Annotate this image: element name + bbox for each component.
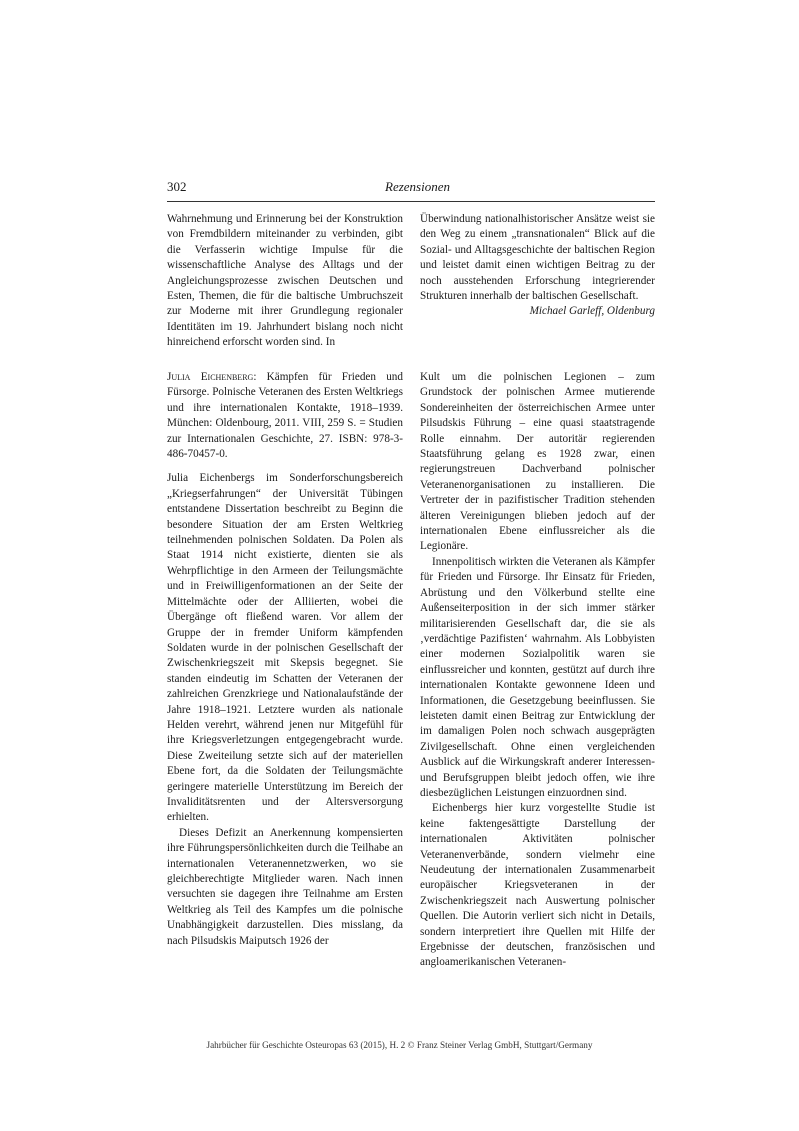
review-paragraph: Kult um die polnischen Legionen – zum Grundstock der polnischen Armee mutierende Sondereinheiten der österreichischen Armee unter Pilsudskis Führung – eine quasi staatstragende Rolle einnahm. Der autoritär regierenden Staatsführung gelang es 1928 zwar, einen regierungstreuen Dachverband polnischer Veteranenorganisationen zu installieren. Die Vertreter der in pazifistischer Tradition stehenden älteren Vereinigungen blieben jedoch auf der internationalen Ebene einflussreicher als die Legionäre. — [420, 371, 655, 553]
previous-review-left-column — [167, 212, 403, 351]
previous-review-right-text: Überwindung nationalhistorischer Ansätze weist sie den Weg zu einem „transnationalen“ Blick auf die Sozial- und Alltagsgeschichte der baltischen Region und leistet damit einen wichtigen Beitrag zu der noch ausstehenden Erforschung integrierender Strukturen innerhalb der baltischen Gesellschaft. — [420, 213, 655, 303]
bibliographic-entry — [167, 370, 403, 462]
previous-review-left-text: Wahrnehmung und Erinnerung bei der Konstruktion von Fremdbildern miteinander zu verbinden, gibt die Verfasserin wichtige Impulse für die wissenschaftliche Analyse des Alltags und der Angleichungsprozesse zwischen Deutschen und Esten, Themen, die für die baltische Umbruchszeit zur Moderne mit ihrer Grundlegung regionaler Identitäten im 19. Jahrhundert bislang noch nicht hinreichend erforscht worden sind. In — [167, 213, 403, 349]
journal-footer: Jahrbücher für Geschichte Osteuropas 63 (2015), H. 2 © Franz Steiner Verlag GmbH, Stuttgart/Germany — [206, 1040, 593, 1050]
review-paragraph: Innenpolitisch wirkten die Veteranen als Kämpfer für Frieden und Fürsorge. Ihr Einsatz für Frieden, Abrüstung und den Völkerbund stellte eine Außenseiterposition in der sich immer stärker militarisierenden Gesellschaft dar, die sie als ‚verdächtige Pazifisten‘ wahrnahm. Als Lobbyisten einer modernen Sozialpolitik waren sie einflussreicher und konnten, gestützt auf durch ihre internationalen Kontakte gewonnene Ideen und Informationen, die Gesetzgebung beeinflussen. Sie leisteten damit einen Beitrag zur Entwicklung der im damaligen Polen noch schwach ausgeprägten Zivilgesellschaft. Ohne einen vergleichenden Ausblick auf die Wirkungskraft anderer Interessen- und Berufsgruppen bleibt jedoch offen, wie ihre diesbezüglichen Leistungen einzuordnen sind. — [420, 555, 655, 799]
review-left-column — [167, 370, 403, 949]
review-paragraph: Eichenbergs hier kurz vorgestellte Studie ist keine faktengesättigte Darstellung der internationalen Aktivitäten polnischer Veteranenverbände, sondern vielmehr eine Neudeutung der internationalen Zusammenarbeit europäischer Kriegsveteranen in der Zwischenkriegszeit nach Auswertung polnischer Quellen. Die Autorin verliert sich nicht in Details, sondern interpretiert ihre Quellen mit Hilfe der Ergebnisse der deutschen, französischen und angloamerikanischen Veteranen- — [420, 802, 655, 969]
previous-review-right-column — [420, 212, 655, 320]
review-right-column — [420, 370, 655, 971]
book-bibliography: : Kämpfen für Frieden und Fürsorge. Polnische Veteranen des Ersten Weltkriegs und ihre internationalen Kontakte, 1918–1939. München: Oldenbourg, 2011. VIII, 259 S. = Studien zur Internationalen Geschichte, 27. ISBN: 978-3-486-70457-0. — [167, 371, 403, 461]
book-author-name: Julia Eichenberg — [167, 371, 254, 383]
review-paragraph: Julia Eichenbergs im Sonderforschungsbereich „Kriegserfahrungen“ der Universität Tübingen entstandene Dissertation beschreibt zu Beginn die besondere Situation der am Ersten Weltkrieg teilnehmenden polnischen Soldaten. Da Polen als Staat 1914 nicht existierte, dienten sie als Wehrpflichtige in den Armeen der Teilungsmächte und in Freiwilligenformationen an der Seite der Mittelmächte oder der Alliierten, wobei die Übergänge oft fließend waren. Vor allem der Gruppe der in fremder Uniform kämpfenden Soldaten wurde in der polnischen Gesellschaft der Zwischenkriegszeit mit Skepsis begegnet. Sie standen eindeutig im Schatten der Veteranen der zahlreichen Grenzkriege und Nationalaufstände der Jahre 1918–1921. Letztere wurden als nationale Helden verehrt, während jenen nur Mitgefühl für ihre Kriegsverletzungen entgegengebracht wurde. Diese Zweiteilung setzte sich auf der materiellen Ebene fort, da die Soldaten der Teilungsmächte geringere materielle Unterstützung im Bereich der Invaliditätsrenten und der Altersversorgung erhielten. — [167, 472, 403, 824]
running-head: Rezensionen — [385, 179, 450, 194]
header-rule — [167, 201, 655, 202]
page-number: 302 — [167, 179, 187, 194]
review-paragraph: Dieses Defizit an Anerkennung kompensierten ihre Führungspersönlichkeiten durch die Teilhabe an internationalen Veteranennetzwerken, wo sie gleichberechtigte Mitglieder waren. Nach innen versuchten sie dagegen ihre Teilnahme am Ersten Weltkrieg als Teil des Kampfes um die polnische Unabhängigkeit darzustellen. Dies misslang, da nach Pilsudskis Maiputsch 1926 der — [167, 826, 403, 947]
reviewer-signature: Michael Garleff, Oldenburg — [529, 305, 655, 318]
